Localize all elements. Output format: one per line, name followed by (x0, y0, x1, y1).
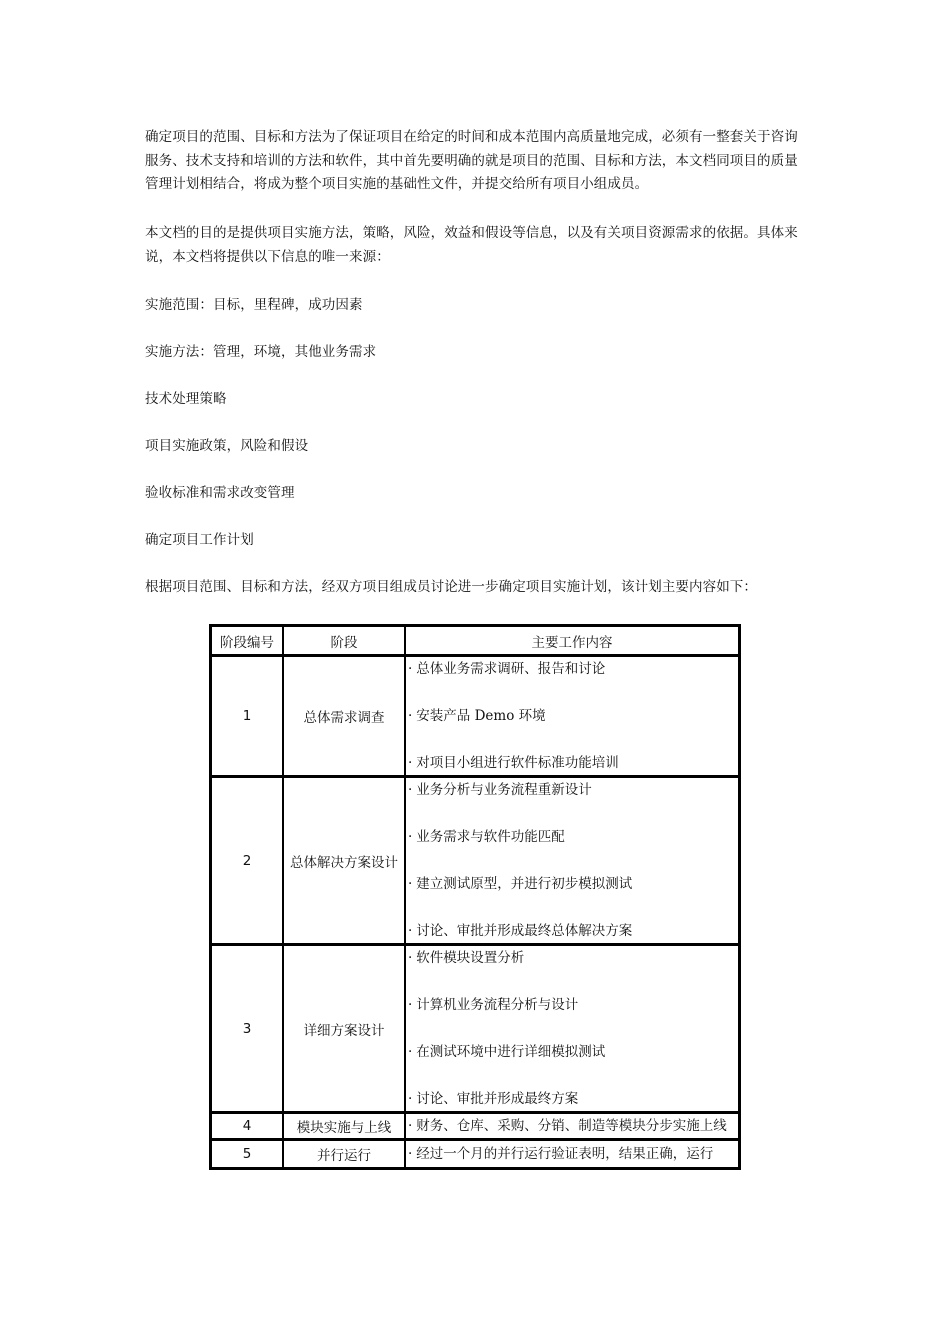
work-item: · 财务、仓库、采购、分销、制造等模块分步实施上线 (408, 1118, 727, 1134)
stage-name-cell: 详细方案设计 (283, 945, 405, 1113)
work-item: · 建立测试原型，并进行初步模拟测试 (408, 876, 633, 892)
work-item: · 在测试环境中进行详细模拟测试 (408, 1044, 606, 1060)
table-row (211, 1113, 739, 1140)
work-item: · 软件模块设置分析 (408, 950, 525, 966)
stage-name-cell: 总体需求调查 (283, 656, 405, 777)
work-plan-table (209, 624, 741, 1170)
table-row (211, 1140, 739, 1168)
list-item-scope: 实施范围：目标，里程碑，成功因素 (145, 297, 363, 313)
work-content-cell (405, 656, 739, 777)
stage-name-cell: 总体解决方案设计 (283, 777, 405, 945)
table-header-row (211, 626, 739, 656)
stage-number-cell: 3 (211, 945, 283, 1113)
work-item: · 业务分析与业务流程重新设计 (408, 782, 592, 798)
work-item: · 总体业务需求调研、报告和讨论 (408, 661, 606, 677)
work-item: · 计算机业务流程分析与设计 (408, 997, 579, 1013)
list-item-policy-risk: 项目实施政策，风险和假设 (145, 438, 309, 454)
intro-paragraph: 确定项目的范围、目标和方法为了保证项目在给定的时间和成本范围内高质量地完成，必须有一整套关于咨询服务、技术支持和培训的方法和软件，其中首先要明确的就是项目的范围、目标和方法，本文档同项目的质量管理计划相结合，将成为整个项目实施的基础性文件，并提交给所有项目小组成员。 (145, 129, 798, 192)
work-item: · 安装产品 Demo 环境 (408, 708, 546, 724)
table-row (211, 945, 739, 1113)
stage-number-cell: 2 (211, 777, 283, 945)
table-row (211, 777, 739, 945)
list-item-acceptance: 验收标准和需求改变管理 (145, 485, 295, 501)
stage-name-cell: 并行运行 (283, 1140, 405, 1168)
plan-intro-paragraph: 根据项目范围、目标和方法，经双方项目组成员讨论进一步确定项目实施计划，该计划主要内容如下： (145, 579, 757, 595)
work-item: · 业务需求与软件功能匹配 (408, 829, 565, 845)
list-item-tech-strategy: 技术处理策略 (145, 391, 227, 407)
stage-name-cell: 模块实施与上线 (283, 1113, 405, 1140)
stage-number-cell: 4 (211, 1113, 283, 1140)
work-content-cell (405, 1113, 739, 1140)
table-row (211, 656, 739, 777)
work-item: · 讨论、审批并形成最终方案 (408, 1091, 579, 1107)
header-stage: 阶段 (283, 626, 405, 656)
header-stage-number: 阶段编号 (211, 626, 283, 656)
work-content-cell (405, 945, 739, 1113)
work-item: · 讨论、审批并形成最终总体解决方案 (408, 923, 633, 939)
purpose-paragraph: 本文档的目的是提供项目实施方法，策略，风险，效益和假设等信息，以及有关项目资源需求的依据。具体来说，本文档将提供以下信息的唯一来源： (145, 225, 798, 265)
stage-number-cell: 5 (211, 1140, 283, 1168)
work-item: · 经过一个月的并行运行验证表明，结果正确，运行 (408, 1146, 714, 1162)
section-heading-work-plan: 确定项目工作计划 (145, 532, 254, 548)
work-content-cell (405, 777, 739, 945)
header-main-work: 主要工作内容 (405, 626, 739, 656)
stage-number-cell: 1 (211, 656, 283, 777)
work-item: · 对项目小组进行软件标准功能培训 (408, 755, 619, 771)
list-item-method: 实施方法：管理，环境，其他业务需求 (145, 344, 377, 360)
work-content-cell (405, 1140, 739, 1168)
